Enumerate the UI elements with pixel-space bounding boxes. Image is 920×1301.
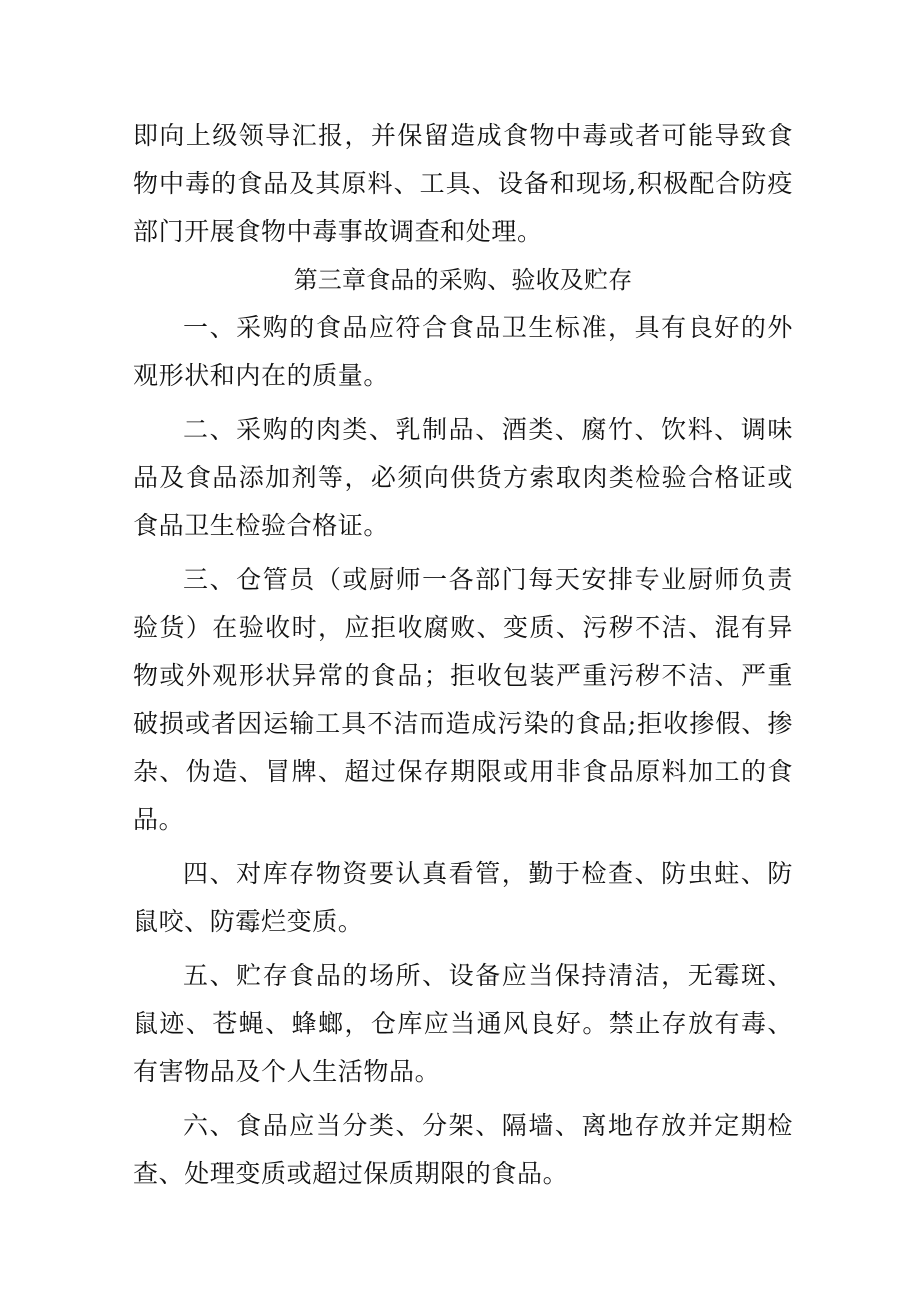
paragraph-6: 六、食品应当分类、分架、隔墙、离地存放并定期检查、处理变质或超过保质期限的食品。	[133, 1111, 793, 1188]
document-body	[133, 112, 793, 1198]
paragraph-3: 三、仓管员（或厨师一各部门每天安排专业厨师负责验货）在验收时，应拒收腐败、变质、污秽不洁、混有异物或外观形状异常的食品；拒收包装严重污秽不洁、严重破损或者因运输工具不洁而造成污染的食品;拒收掺假、掺杂、伪造、冒牌、超过保存期限或用非食品原料加工的食品。	[133, 565, 793, 834]
intro-paragraph: 即向上级领导汇报，并保留造成食物中毒或者可能导致食物中毒的食品及其原料、工具、设备和现场,积极配合防疫部门开展食物中毒事故调查和处理。	[133, 121, 793, 246]
paragraph-2: 二、采购的肉类、乳制品、酒类、腐竹、饮料、调味品及食品添加剂等，必须向供货方索取肉类检验合格证或食品卫生检验合格证。	[133, 415, 793, 540]
chapter-heading: 第三章食品的采购、验收及贮存	[293, 266, 633, 294]
paragraph-1: 一、采购的食品应符合食品卫生标准，具有良好的外观形状和内在的质量。	[133, 313, 793, 390]
paragraph-5: 五、贮存食品的场所、设备应当保持清洁，无霉斑、鼠迹、苍蝇、蜂螂，仓库应当通风良好。禁止存放有毒、有害物品及个人生活物品。	[133, 961, 793, 1086]
paragraph-4: 四、对库存物资要认真看管，勤于检查、防虫蛀、防鼠咬、防霉烂变质。	[133, 859, 793, 936]
